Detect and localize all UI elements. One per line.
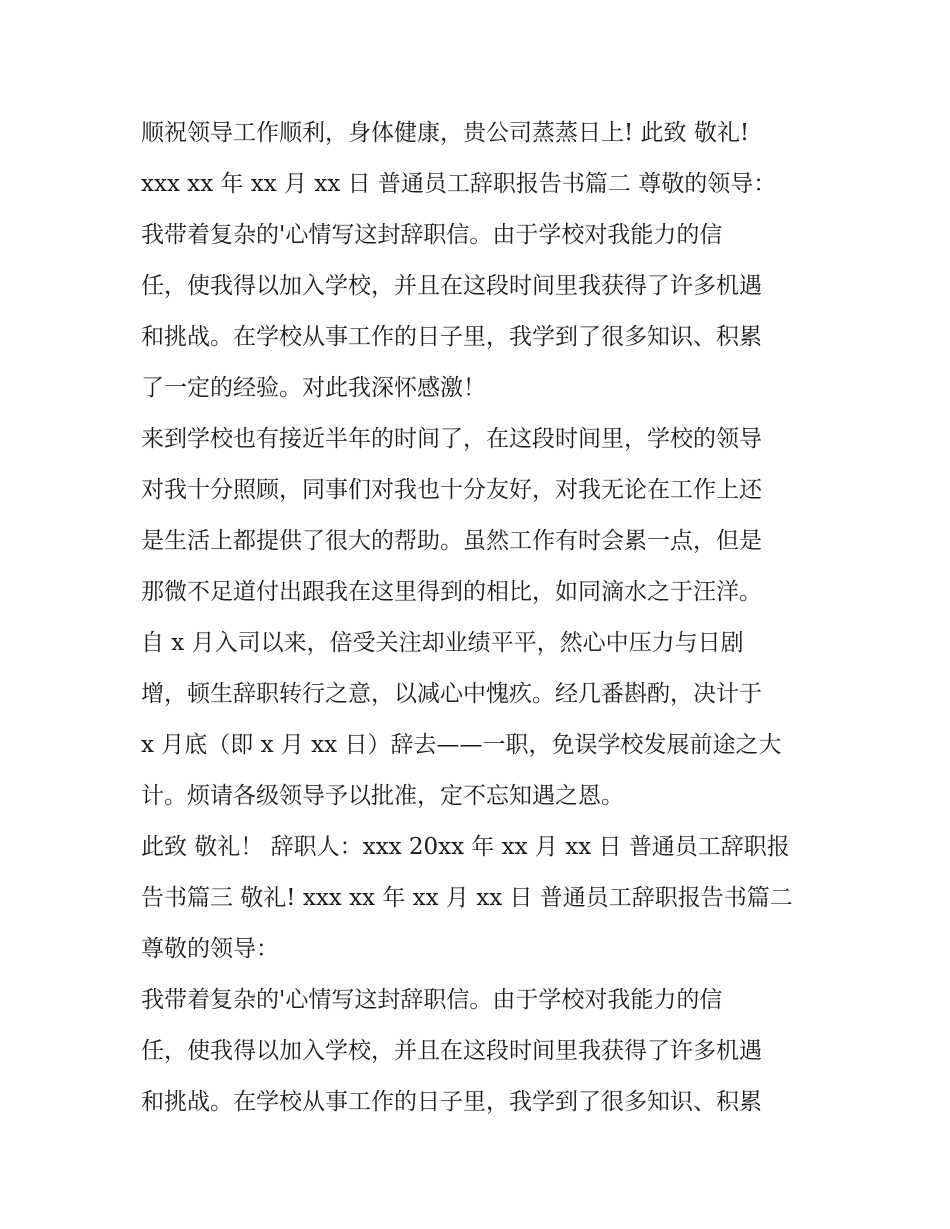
text-line: 我带着复杂的'心情写这封辞职信。由于学校对我能力的信 <box>141 222 723 248</box>
text-line: 那微不足道付出跟我在这里得到的相比，如同滴水之于汪洋。 <box>141 579 762 605</box>
text-line: 对我十分照顾，同事们对我也十分友好，对我无论在工作上还 <box>141 477 762 503</box>
text-line: 告书篇三 敬礼! xxx xx 年 xx 月 xx 日 普通员工辞职报告书篇二 <box>141 885 793 911</box>
text-line: 计。烦请各级领导予以批准，定不忘知遇之恩。 <box>141 783 624 809</box>
text-line: 增，顿生辞职转行之意，以减心中愧疚。经几番斟酌，决计于 <box>141 681 762 707</box>
text-line: 顺祝领导工作顺利，身体健康，贵公司蒸蒸日上! 此致 敬礼! <box>141 120 750 146</box>
text-line: 此致 敬礼！ 辞职人：xxx 20xx 年 xx 月 xx 日 普通员工辞职报 <box>141 834 790 860</box>
text-line: x 月底（即 x 月 xx 日）辞去——一职，免误学校发展前途之大 <box>141 732 782 758</box>
text-line: 任，使我得以加入学校，并且在这段时间里我获得了许多机遇 <box>141 1038 762 1064</box>
text-line: 我带着复杂的'心情写这封辞职信。由于学校对我能力的信 <box>141 987 723 1013</box>
document-body <box>141 108 821 1128</box>
text-line: 来到学校也有接近半年的时间了，在这段时间里，学校的领导 <box>141 426 762 452</box>
text-line: 和挑战。在学校从事工作的日子里，我学到了很多知识、积累 <box>141 1089 762 1115</box>
text-line: xxx xx 年 xx 月 xx 日 普通员工辞职报告书篇二 尊敬的领导： <box>141 171 777 197</box>
text-line: 和挑战。在学校从事工作的日子里，我学到了很多知识、积累 <box>141 324 762 350</box>
text-line: 自 x 月入司以来，倍受关注却业绩平平，然心中压力与日剧 <box>141 630 744 656</box>
text-line: 任，使我得以加入学校，并且在这段时间里我获得了许多机遇 <box>141 273 762 299</box>
text-line: 是生活上都提供了很大的帮助。虽然工作有时会累一点，但是 <box>141 528 762 554</box>
text-line: 了一定的经验。对此我深怀感激！ <box>141 375 486 401</box>
text-line: 尊敬的领导： <box>141 936 279 962</box>
